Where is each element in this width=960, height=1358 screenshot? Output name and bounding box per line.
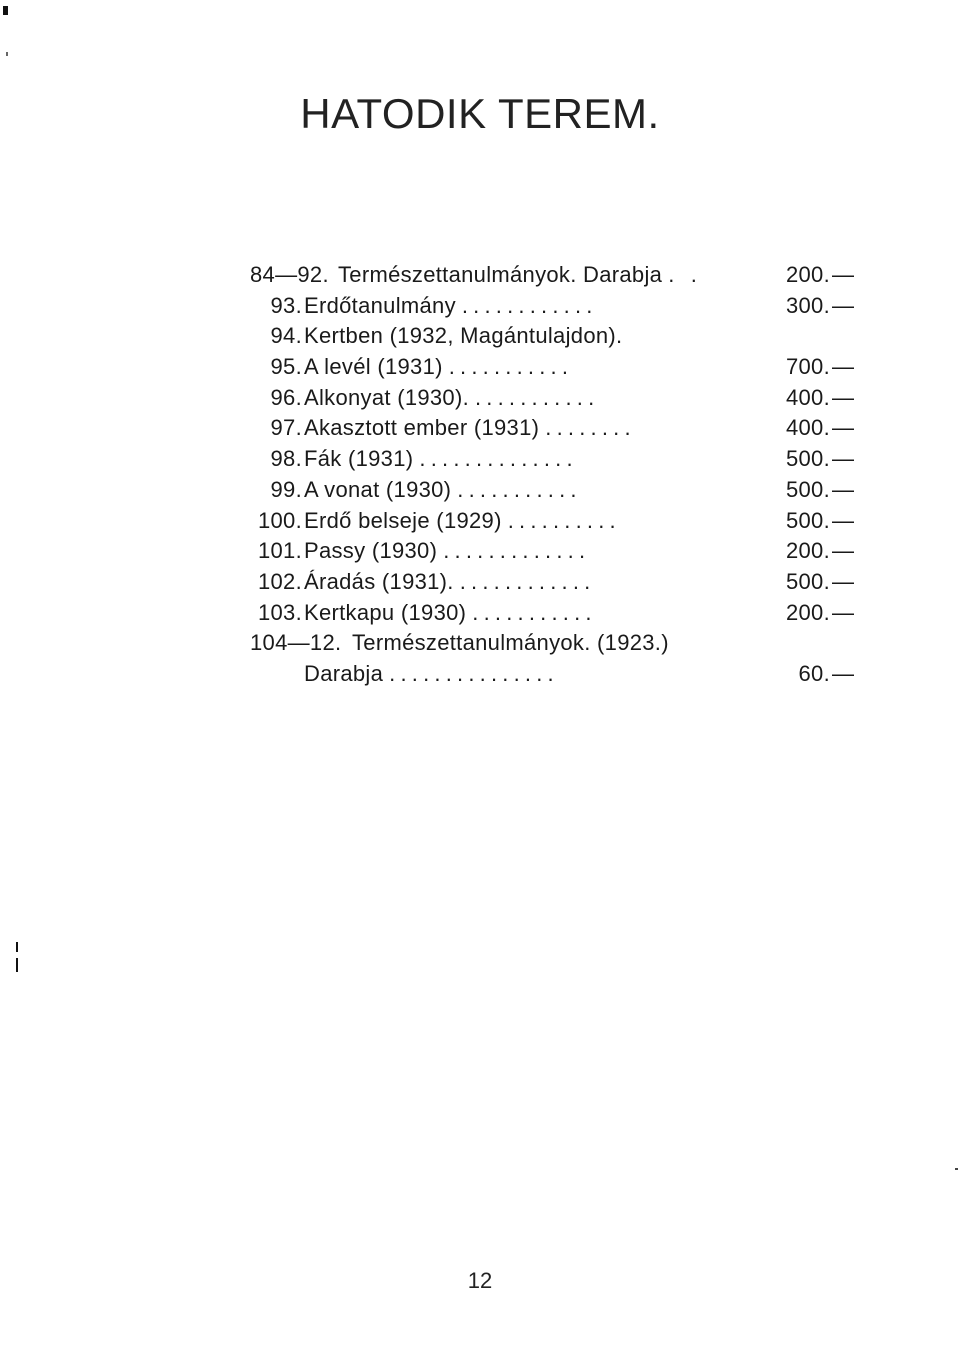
price-dash: —: [832, 568, 855, 594]
leader-dots: ........: [545, 415, 636, 441]
entry-title: Kertkapu (1930): [304, 599, 467, 625]
catalog-entry-93: [250, 291, 870, 322]
entry-number: 93.: [270, 292, 302, 318]
price-dash: —: [832, 599, 855, 625]
entry-number: 95.: [270, 354, 302, 380]
entry-price: 300.: [785, 292, 830, 318]
entry-title: A levél (1931): [304, 354, 443, 380]
leader-dots: ............: [459, 568, 596, 594]
leader-dots: ..............: [419, 446, 578, 472]
catalog-entry-94: [250, 321, 870, 352]
entry-title: Passy (1930): [304, 538, 438, 564]
entry-title: Akasztott ember (1931): [304, 415, 540, 441]
catalog-entry-96: [250, 383, 870, 414]
catalog-entry-98: [250, 444, 870, 475]
entry-price: 500.: [785, 568, 830, 594]
leader-dots: . .: [668, 262, 703, 287]
entry-number: 102.: [257, 568, 302, 594]
entry-number: 104—12.: [250, 630, 342, 656]
entry-price: 200.: [785, 262, 830, 287]
scan-speck: [3, 6, 8, 15]
leader-dots: ..........: [507, 507, 621, 533]
catalog-entry-104-12-continued: [250, 659, 870, 690]
leader-dots: ...........: [457, 476, 582, 502]
price-dash: —: [832, 262, 855, 287]
entry-number: 99.: [270, 476, 302, 502]
entry-number: 94.: [270, 323, 302, 349]
price-dash: —: [832, 446, 855, 472]
entry-title: Természettanulmányok. Darabja: [338, 262, 663, 287]
entry-title: Alkonyat (1930).: [304, 384, 469, 410]
entry-number: 98.: [270, 446, 302, 472]
catalog-entry-102: [250, 567, 870, 598]
price-dash: —: [832, 415, 855, 441]
leader-dots: .............: [443, 538, 591, 564]
page-title: HATODIK TEREM.: [300, 90, 660, 137]
price-dash: —: [832, 354, 855, 380]
entry-number: 97.: [270, 415, 302, 441]
catalog-entry-97: [250, 413, 870, 444]
catalog-entry-101: [250, 536, 870, 567]
price-dash: —: [832, 476, 855, 502]
price-dash: —: [832, 538, 855, 564]
scan-speck: [16, 942, 18, 952]
entry-number: 96.: [270, 384, 302, 410]
catalog-entry-100: [250, 506, 870, 537]
price-dash: —: [832, 660, 855, 686]
price-dash: —: [832, 384, 855, 410]
catalog-list: [250, 260, 870, 690]
entry-price: 400.: [785, 384, 830, 410]
entry-number: 100.: [257, 507, 302, 533]
entry-number: 101.: [257, 538, 302, 564]
entry-number: 103.: [257, 599, 302, 625]
entry-price: 500.: [785, 446, 830, 472]
catalog-entry-95: [250, 352, 870, 383]
page-number: 12: [467, 1268, 493, 1293]
entry-title: Fák (1931): [304, 446, 414, 472]
entry-title: Kertben (1932, Magántulajdon).: [304, 323, 623, 349]
scan-speck: [955, 1168, 958, 1170]
entry-number: 84—92.: [250, 262, 329, 287]
entry-price: 200.: [785, 599, 830, 625]
catalog-entry-84-92: [250, 260, 870, 291]
scan-speck: [6, 52, 8, 56]
entry-title: Erdő belseje (1929): [304, 507, 502, 533]
entry-title: Darabja: [304, 660, 384, 686]
leader-dots: ...........: [472, 599, 597, 625]
leader-dots: ...........: [475, 384, 600, 410]
leader-dots: ............: [461, 292, 598, 318]
entry-title: Erdőtanulmány: [304, 292, 456, 318]
entry-price: 200.: [785, 538, 830, 564]
leader-dots: ...........: [448, 354, 574, 380]
entry-price: 500.: [785, 476, 830, 502]
entry-price: 60.: [798, 660, 830, 686]
entry-price: 700.: [785, 354, 830, 380]
catalog-entry-104-12: [250, 628, 870, 659]
price-dash: —: [832, 292, 855, 318]
scan-speck: [16, 958, 18, 972]
price-dash: —: [832, 507, 855, 533]
entry-price: 500.: [785, 507, 830, 533]
catalog-entry-103: [250, 598, 870, 629]
catalog-entry-99: [250, 475, 870, 506]
entry-price: 400.: [785, 415, 830, 441]
entry-title: A vonat (1930): [304, 476, 452, 502]
entry-title: Áradás (1931).: [304, 568, 454, 594]
entry-title: Természettanulmányok. (1923.): [352, 630, 669, 656]
leader-dots: ...............: [389, 660, 559, 686]
